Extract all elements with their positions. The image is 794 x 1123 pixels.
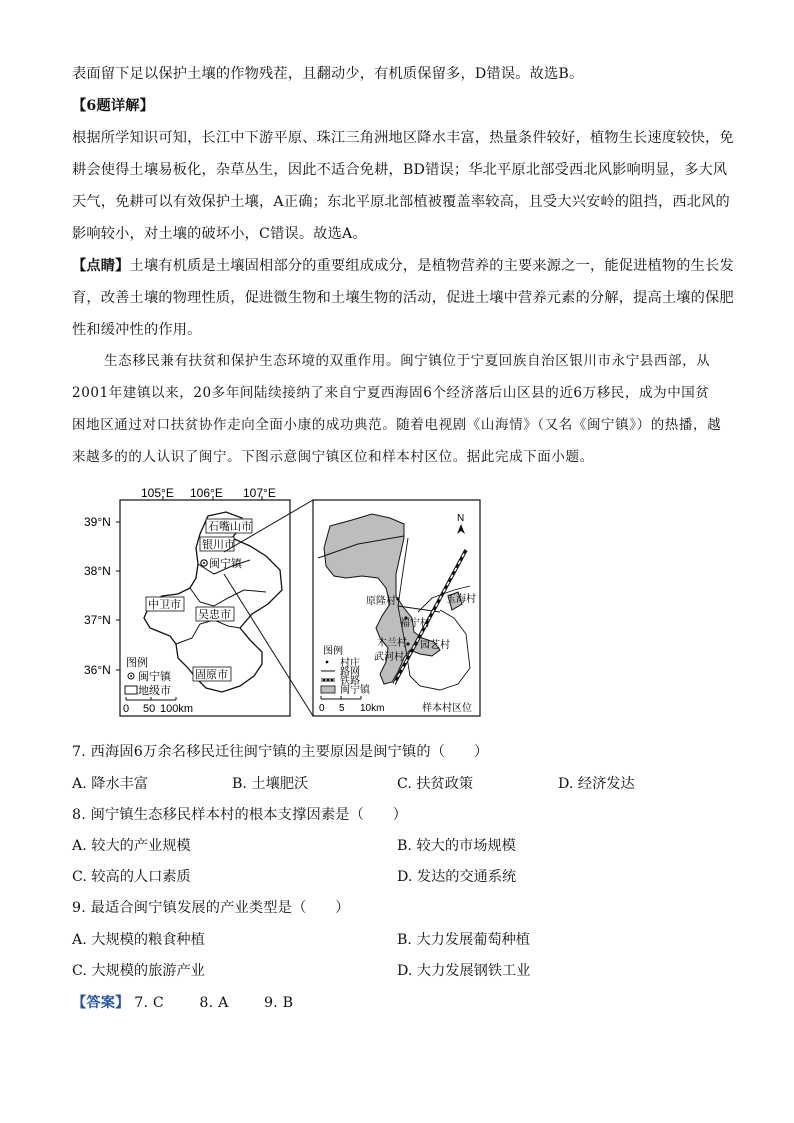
lat-label: 39°N	[84, 515, 111, 529]
city-label: 中卫市	[148, 599, 181, 611]
question-option: C. 较高的人口素质	[72, 869, 191, 885]
dianjing-text: 土壤有机质是土壤固相部分的重要组成成分，是植物营养的主要来源之一，能促进植物的生长发	[129, 258, 734, 274]
text-line: 育，改善土壤的物理性质，促进微生物和土壤生物的活动，促进土壤中营养元素的分解，提高土壤的保肥	[72, 290, 734, 306]
answer-item: 8. A	[199, 995, 229, 1011]
question-option: B. 土壤肥沃	[232, 776, 309, 792]
passage-line: 困地区通过对口扶贫协作走向全面小康的成功典范。随着电视剧《山海情》（又名《闽宁镇》）的热播，越	[72, 417, 722, 433]
village-label: 福宁村	[400, 618, 430, 629]
question-option: C. 大规模的旅游产业	[72, 963, 205, 979]
legend-item: 路网	[340, 667, 360, 678]
city-label: 固原市	[195, 669, 228, 681]
question-option: A. 降水丰富	[72, 776, 149, 792]
scale-label: 100km	[160, 703, 194, 715]
scale-label: 50	[143, 703, 156, 715]
village-label: 木兰村	[377, 638, 407, 649]
lat-label: 36°N	[84, 663, 111, 677]
map-right	[313, 500, 480, 716]
question-option: C. 扶贫政策	[397, 776, 474, 792]
region-boundary	[190, 588, 266, 606]
answer-line	[72, 993, 293, 1013]
city-label: 闽宁镇	[209, 558, 242, 570]
legend-title: 图例	[323, 646, 343, 657]
question-option: A. 较大的产业规模	[72, 838, 191, 854]
scale-label: 0	[123, 703, 130, 715]
text-line: 根据所学知识可知，长江中下游平原、珠江三角洲地区降水丰富，热量条件较好，植物生长速度较快，免	[72, 130, 734, 146]
question-stem: 9. 最适合闽宁镇发展的产业类型是（ ）	[72, 900, 350, 916]
map-left	[84, 486, 290, 716]
question-option: A. 大规模的粮食种植	[72, 932, 205, 948]
question-stem: 7. 西海固6万余名移民迁往闽宁镇的主要原因是闽宁镇的（ ）	[72, 744, 489, 760]
section-title-q6: 【6题详解】	[72, 98, 155, 114]
village-label: 玉海村	[446, 594, 476, 605]
text-line: 耕会使得土壤易板化，杂草丛生，因此不适合免耕，BD错误；华北平原北部受西北风影响明显，多大风	[72, 162, 728, 178]
city-label: 石嘴山市	[208, 521, 252, 533]
question-option: D. 发达的交通系统	[397, 869, 517, 885]
lat-label: 38°N	[84, 564, 111, 578]
question-stem: 8. 闽宁镇生态移民样本村的根本支撑因素是（ ）	[72, 807, 408, 823]
passage-line: 2001年建镇以来，20多年间陆续接纳了来自宁夏西海固6个经济落后山区县的近6万移民，成为中国贫	[72, 385, 710, 401]
answer-item: 9. B	[263, 995, 294, 1011]
city-label: 吴忠市	[198, 609, 231, 621]
scale-label: 10km	[360, 703, 385, 714]
north-label: N	[457, 513, 465, 524]
dianjing-label: 【点睛】	[72, 258, 130, 274]
legend-item: 闽宁镇	[138, 671, 171, 683]
lat-label: 37°N	[84, 613, 111, 627]
text-line: 表面留下足以保护土壤的作物残茬，且翻动少，有机质保留多，D错误。故选B。	[72, 66, 584, 82]
village-dot	[396, 597, 399, 600]
location-map-figure	[0, 478, 794, 728]
zoom-connector	[224, 574, 313, 716]
legend-item: 村庄	[340, 658, 360, 669]
legend-item: 铁路	[340, 676, 360, 687]
region-boundary	[176, 620, 240, 644]
text-line	[72, 256, 734, 276]
village-dot	[414, 642, 417, 645]
question-option: B. 大力发展葡萄种植	[397, 932, 530, 948]
legend-item: 闽宁镇	[340, 685, 370, 696]
village-label: 武河村	[374, 652, 404, 663]
city-label: 银川市	[202, 539, 235, 551]
question-option: B. 较大的市场规模	[397, 838, 516, 854]
question-option: D. 经济发达	[558, 776, 635, 792]
text-line: 影响较小，对土壤的破坏小，C错误。故选A。	[72, 226, 367, 242]
lon-label: 107°E	[243, 486, 276, 500]
village-label: 原隆村	[366, 596, 396, 607]
passage-line: 来越多的的人认识了闽宁。下图示意闽宁镇区位和样本村区位。据此完成下面小题。	[72, 449, 594, 465]
map-caption: 样本村区位	[422, 703, 472, 714]
answer-label: 【答案】	[72, 995, 130, 1011]
legend-title: 图例	[126, 657, 148, 669]
question-option: D. 大力发展钢铁工业	[397, 963, 531, 979]
answer-item: 7. C	[134, 995, 164, 1011]
lon-label: 106°E	[190, 486, 223, 500]
text-line: 天气，免耕可以有效保护土壤，A正确；东北平原北部植被覆盖率较高，且受大兴安岭的阻挡，西北风的	[72, 194, 730, 210]
north-arrow-icon	[457, 513, 465, 534]
scale-label: 0	[319, 703, 325, 714]
passage-line: 生态移民兼有扶贫和保护生态环境的双重作用。闽宁镇位于宁夏回族自治区银川市永宁县西部，从	[104, 353, 711, 369]
text-line: 性和缓冲性的作用。	[72, 322, 202, 338]
lon-label: 105°E	[141, 486, 174, 500]
legend-item: 地级市	[138, 685, 171, 697]
village-label: 园艺村	[420, 640, 450, 651]
scale-label: 5	[339, 703, 345, 714]
